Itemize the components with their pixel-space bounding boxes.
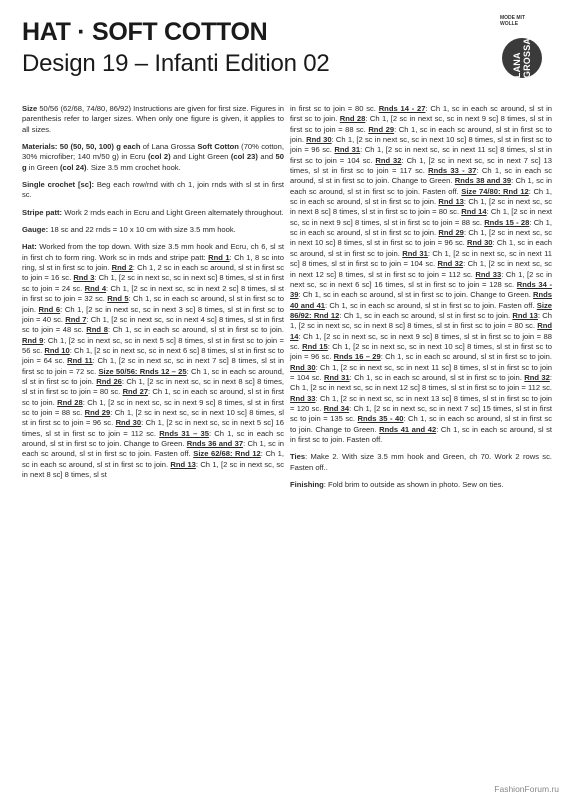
round-label: Rnd 6	[38, 304, 61, 314]
hat-continued-paragraph	[290, 104, 552, 445]
round-text: : Ch 1, sc in each sc around, sl st in first sc to join.	[339, 310, 513, 320]
left-column	[22, 104, 284, 487]
round-label: Rnd 2	[111, 263, 133, 273]
round-text: : Ch 1, sc in each sc around, sl st in first sc to join. Change to Green.	[290, 166, 552, 186]
round-label: Rnd 28	[339, 114, 366, 124]
materials-text: . Size 3.5 mm crochet hook.	[86, 162, 181, 172]
round-text: : Ch 1, [2 sc in next sc, sc in next 6 sc] 16 times, sl st in first sc to join = 128 sc.	[290, 269, 553, 289]
round-label: Rnd 9	[22, 335, 44, 345]
materials-label: Materials: 50 (50, 50, 100) g each	[22, 142, 141, 152]
round-label: Rnd 4	[84, 283, 107, 293]
gauge-text: 18 sc and 22 rnds = 10 x 10 cm with size 3.5 mm hook.	[48, 225, 236, 235]
round-text: : Ch 1, [2 sc in next sc, sc in next 9 sc] 8 times, sl st in first sc to join = 88 sc.	[22, 397, 284, 417]
round-label: Rnd 30	[290, 362, 316, 372]
round-label: Rnd 26	[96, 376, 122, 386]
round-text: : Ch 1, sc in each sc around, sl st in first sc to join.	[380, 352, 552, 362]
materials-paragraph	[22, 142, 284, 173]
materials-text: in Green	[26, 162, 60, 172]
round-label: Size 62/68: Rnd 12	[193, 449, 261, 459]
logo-disc	[502, 38, 542, 78]
color-code: (col 24)	[60, 162, 87, 172]
round-text: : Ch 1, [2 sc in next sc, sc in next 7 sc] 15 times, sl st in first sc to join = 135 sc.	[290, 403, 552, 424]
round-text: : Ch 1, [2 sc in next sc, sc in next 8 sc] 8 times, sl st	[22, 459, 284, 479]
round-label: Rnd 11	[67, 356, 93, 366]
round-label: Rnd 3	[73, 273, 95, 283]
round-text: : Ch 1, [2 sc in next sc, sc in next 5 sc] 16 times, sl st in first sc to join = 112 sc.	[22, 418, 284, 438]
round-label: Rnd 13	[512, 310, 538, 320]
stripe-text: Work 2 rnds each in Ecru and Light Green alternately throughout.	[62, 207, 284, 217]
brand-logo	[498, 16, 544, 96]
round-text: : Ch 1, [2 sc in next sc, sc in next 8 sc] 8 times, sl st in first sc to join = 80 sc.	[290, 310, 552, 331]
hat-label: Hat:	[22, 242, 37, 252]
round-label: Rnd 29	[84, 407, 111, 417]
round-label: Rnds 34 - 39	[290, 279, 553, 300]
round-label: Rnd 14	[461, 207, 487, 217]
gauge-paragraph	[22, 225, 284, 235]
hat-paragraph	[22, 242, 284, 480]
round-label: Rnd 32	[524, 372, 550, 382]
round-text: in first sc to join = 80 sc.	[290, 104, 379, 113]
round-text: : Ch 1, [2 sc in next sc, sc in next 11 sc] 8 times, sl st in first sc to join = 104 sc.	[290, 248, 552, 269]
round-label: Rnd 1	[208, 252, 230, 262]
stripe-label: Stripe patt:	[22, 207, 63, 217]
round-text: : Ch 1, [2 sc in next sc, sc in next 4 sc] 8 times, sl st in first sc to join = 48 sc.	[22, 314, 284, 335]
round-label: Rnd 30	[115, 418, 142, 428]
round-label: Rnd 28	[57, 397, 83, 407]
round-text: : Ch 1, sc in each sc around, sl st in first sc to join. Change to Green.	[298, 290, 534, 300]
round-text: : Ch 1, [2 sc in next sc, sc in next 7 sc] 13 times, sl st in first sc to join = 117 sc.	[290, 155, 552, 176]
round-text: : Ch 1, sc in each sc around, sl st in first sc to join.	[290, 186, 553, 207]
round-text: : Ch 1, sc in each sc around, sl st in first sc to join.	[290, 124, 552, 145]
round-text: : Ch 1, [2 sc in next sc, sc in next 9 sc] 8 times, sl st in first sc to join = 88 sc.	[290, 331, 552, 351]
round-label: Rnd 31	[402, 248, 428, 258]
size-text: 50/56 (62/68, 74/80, 86/92) Instructions are given for first size. Figures in parenthesis refer to larger sizes. When only one figure is given, it applies to all sizes.	[22, 104, 284, 134]
round-text: : Ch 1, [2 sc in next sc, sc in next 10 sc] 8 times, sl st in first sc to join = 96 sc.	[22, 407, 284, 428]
materials-amount: 50 g	[22, 152, 284, 172]
finishing-paragraph	[290, 480, 552, 490]
round-text: : Ch 1, sc in each sc around, sl st in first sc to join. Fasten off.	[290, 176, 552, 196]
round-text: : Ch 1, [2 sc in next sc, sc in next 12 sc] 8 times, sl st in first sc to join = 112 sc.	[290, 259, 552, 279]
round-text: : Ch 1, [2 sc in next sc, sc in next 10 sc] 8 times, sl st in first sc to join = 96 sc.	[290, 341, 552, 362]
round-label: Rnd 14	[290, 321, 552, 341]
materials-text: (70% cotton, 30% microfiber; 140 m/50 g) in Ecru	[22, 142, 284, 162]
round-text: : Ch 1, [2 sc in next sc, sc in next 9 sc] 8 times, sl st in first sc to join = 88 sc.	[290, 207, 552, 227]
round-text: : Ch 1, [2 sc in next sc, sc in next 8 sc] 8 times, sl st in first sc to join = 80 sc.	[22, 376, 284, 397]
color-code: (col 23)	[230, 152, 258, 162]
round-text: : Ch 1, sc in each sc around, sl st in first sc to join. Change to Green.	[290, 414, 552, 434]
gauge-label: Gauge:	[22, 225, 49, 235]
round-text: : Ch 1, [2 sc in next sc, sc in next 2 sc] 8 times, sl st in first sc to join = 32 sc.	[22, 283, 284, 304]
round-label: Rnd 30	[467, 238, 493, 248]
round-text: : Ch 1, [2 sc in next sc, sc in next 12 sc] 8 times, sl st in first sc to join = 112 sc.	[290, 372, 553, 393]
logo-brand-text: LANA GROSSA	[512, 38, 532, 78]
round-label: Rnds 15 - 28	[484, 217, 530, 227]
round-label: Rnd 15	[302, 341, 328, 351]
round-label: Rnds 35 - 40	[357, 414, 404, 424]
round-label: Rnd 31	[334, 145, 361, 155]
round-text: : Ch 1, [2 sc in next sc, sc in next sc] 8 times, sl st in first sc to join = 24 sc.	[22, 273, 284, 293]
round-label: Rnd 29	[368, 124, 395, 134]
size-paragraph	[22, 104, 284, 135]
ties-text: : Make 2. With size 3.5 mm hook and Green, ch 70. Work 2 rows sc. Fasten off..	[290, 452, 552, 472]
round-label: Rnd 27	[122, 387, 149, 397]
round-text: : Ch 1, [2 sc in next sc, sc in next 10 sc] 8 times, sl st in first sc to join = 96 sc.	[290, 228, 552, 248]
round-label: Rnds 38 and 39	[454, 176, 512, 186]
finishing-text: : Fold brim to outside as shown in photo. Sew on ties.	[323, 480, 504, 490]
round-text: : Ch 1, sc in each sc around, sl st in first sc to join. Change to Green.	[22, 428, 284, 448]
materials-brand: Soft Cotton	[197, 142, 239, 152]
round-label: Rnds 16 – 29	[333, 352, 381, 362]
round-label: Rnd 7	[65, 314, 87, 324]
round-text: : Ch 1, [2 sc in next sc, sc in next 3 sc] 8 times, sl st in first sc to join = 40 sc.	[22, 304, 284, 324]
round-text: : Ch 1, sc in each sc around, sl st in first sc to join. Fasten off.	[325, 300, 537, 310]
round-label: Rnds 41 and 42	[379, 424, 437, 434]
round-text: : Ch 1, sc in each sc around, sl st in first sc to join.	[349, 372, 525, 382]
round-label: Rnd 32	[375, 155, 402, 165]
right-column	[290, 104, 552, 497]
page-title: HAT · SOFT COTTON	[22, 18, 268, 46]
round-text: : Ch 1, 2 sc in each sc around, sl st in first sc to join = 16 sc.	[22, 263, 284, 283]
round-text: : Ch 1, [2 sc in next sc, sc in next 13 sc] 8 times, sl st in first sc to join = 120 sc.	[290, 393, 552, 413]
color-code: (col 2)	[147, 152, 171, 162]
watermark: FashionForum.ru	[494, 784, 559, 794]
round-text: : Ch 1, sc in each sc around, sl st in first sc to join.	[290, 217, 552, 238]
ties-label: Ties	[290, 452, 306, 462]
round-text: : Ch 1, [2 sc in next sc, sc in next 5 sc] 8 times, sl st in first sc to join = 56 sc.	[22, 335, 284, 355]
round-text: : Ch 1, [2 sc in next sc, sc in next 9 sc] 8 times, sl st in first sc to join = 88 sc.	[290, 114, 552, 134]
round-text: : Ch 1, sc in each sc around, sl st in first sc to join.	[22, 449, 285, 469]
round-label: Size 50/56: Rnds 12 – 25	[98, 366, 187, 376]
round-label: Rnd 13	[170, 459, 196, 469]
round-label: Rnd 10	[44, 345, 70, 355]
finishing-label: Finishing	[290, 480, 324, 490]
sc-label: Single crochet [sc]:	[22, 180, 94, 190]
materials-text: of Lana Grossa	[140, 142, 198, 152]
round-label: Size 86/92: Rnd 12	[290, 300, 552, 320]
round-label: Rnd 13	[438, 197, 464, 207]
page-subtitle: Design 19 – Infanti Edition 02	[22, 50, 330, 77]
round-text: : Ch 1, sc in each sc around, sl st in first sc to join.	[22, 294, 284, 314]
round-text: : Ch 1, [2 sc in next sc, sc in next 7 sc] 8 times, sl st in first sc to join = 72 sc.	[22, 356, 284, 376]
round-text: : Ch 1, [2 sc in next sc, sc in next 10 sc] 8 times, sl st in first sc to join = 96 sc.	[290, 135, 552, 155]
round-label: Rnd 31	[323, 372, 350, 382]
round-text: : Ch 1, sc in each sc around, sl st in first sc to join.	[22, 387, 284, 407]
logo-tagline: MODE MIT WOLLE	[500, 15, 525, 27]
round-text: : Ch 1, [2 sc in next sc, sc in next 11 sc] 8 times, sl st in first sc to join = 104 sc.	[290, 145, 552, 165]
round-text: : Ch 1, sc in each sc around, sl st in first sc to join.	[290, 238, 552, 258]
round-text: : Ch 1, [2 sc in next sc, sc in next 8 sc] 8 times, sl st in first sc to join = 80 sc.	[290, 197, 552, 217]
round-label: Rnd 33	[475, 269, 502, 279]
round-label: Rnd 5	[107, 294, 129, 304]
hat-text: Worked from the top down. With size 3.5 mm hook and Ecru, ch 6, sl st in first ch to form ring. Work sc in rnds and stripe patt:	[22, 242, 284, 262]
round-text: : Ch 1, sc in each sc around, sl st in first sc to join.	[290, 104, 552, 124]
round-label: Rnd 32	[437, 259, 464, 269]
round-label: Rnd 29	[438, 228, 464, 238]
round-text: : Ch 1, 8 sc into ring, sl st in first sc to join.	[22, 252, 284, 273]
sc-text: Beg each row/rnd with ch 1, join rnds with sl st in first sc.	[22, 180, 285, 200]
size-label: Size	[22, 104, 38, 113]
ties-paragraph	[290, 452, 552, 473]
materials-text: and	[257, 152, 276, 162]
round-label: Size 74/80: Rnd 12	[461, 186, 529, 196]
round-label: Rnds 14 - 27	[378, 104, 426, 113]
round-text: : Ch 1, [2 sc in next sc, sc in next 6 sc] 8 times, sl st in first sc to join = 64 sc.	[22, 345, 284, 366]
stripe-paragraph	[22, 208, 284, 218]
round-label: Rnds 33 - 37	[428, 166, 477, 176]
round-label: Rnds 36 and 37	[186, 438, 244, 448]
round-text: : Ch 1, sc in each sc around, sl st in first sc to join.	[22, 366, 284, 386]
round-label: Rnds 40 and 41	[290, 290, 552, 310]
round-text: : Ch 1, sc in each sc around, sl st in first sc to join. Fasten off.	[22, 438, 284, 459]
round-text: : Ch 1, [2 sc in next sc, sc in next 11 sc] 8 times, sl st in first sc to join = 104 sc.	[290, 362, 552, 382]
single-crochet-paragraph	[22, 180, 284, 201]
round-label: Rnd 30	[306, 135, 332, 145]
round-label: Rnd 34	[323, 403, 350, 413]
round-label: Rnd 33	[290, 393, 316, 403]
round-label: Rnd 8	[86, 325, 108, 335]
round-text: : Ch 1, sc in each sc around, sl st in first sc to join.	[107, 325, 284, 335]
materials-text: and Light Green	[170, 152, 231, 162]
round-label: Rnds 31 – 35	[159, 428, 209, 438]
round-text: : Ch 1, sc in each sc around, sl st in first sc to join. Fasten off.	[290, 424, 552, 444]
